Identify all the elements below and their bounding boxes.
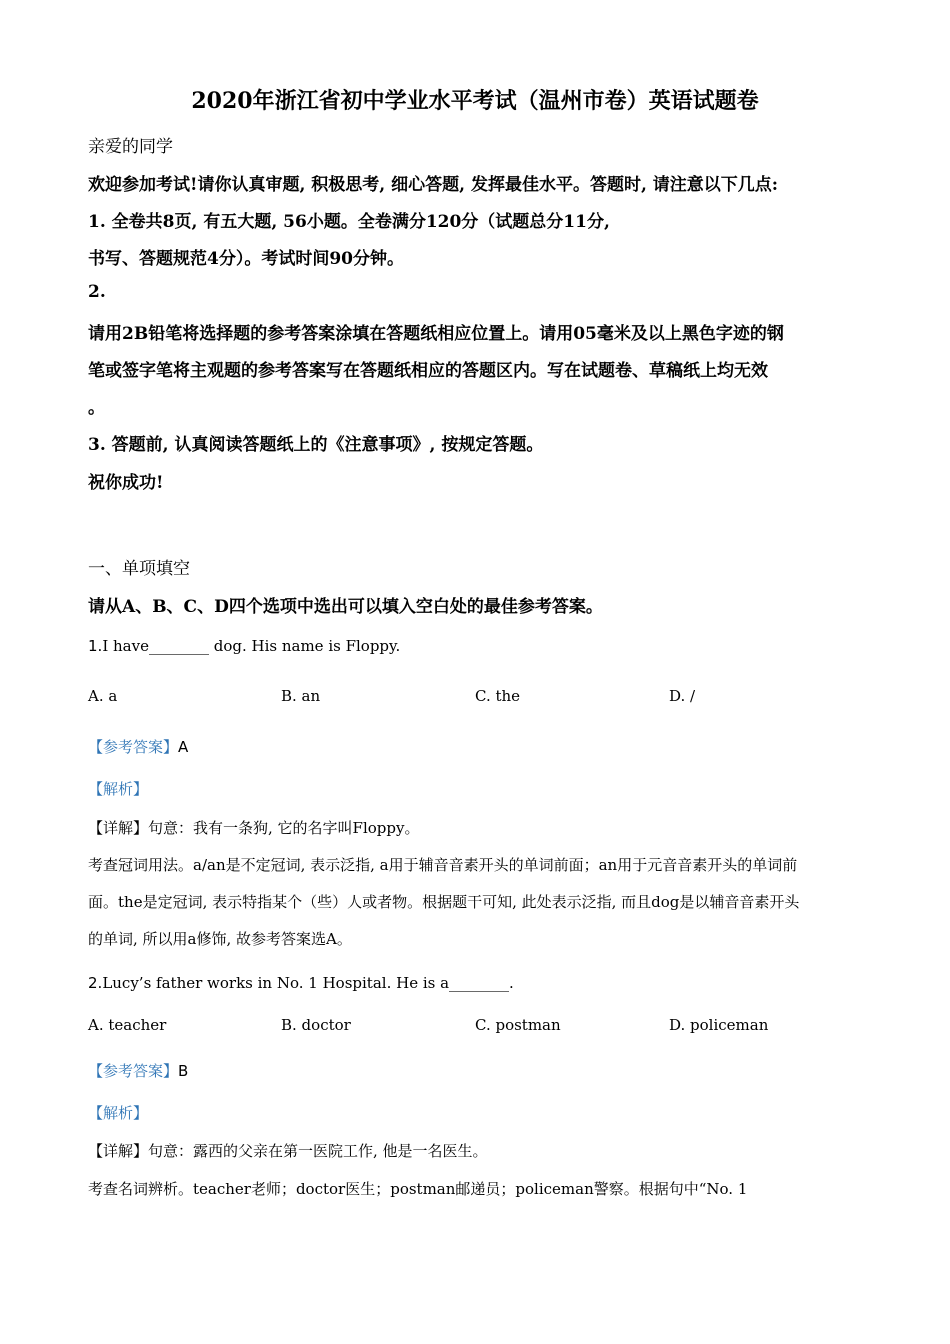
note-2-line-1: 请用2B铅笔将选择题的参考答案涂填在答题纸相应位置上。请用05毫米及以上黑色字迹的钢 bbox=[88, 324, 784, 344]
question-2-number: 2. bbox=[88, 974, 103, 992]
greeting: 亲爱的同学 bbox=[88, 137, 173, 157]
note-2-line-2: 笔或签字笔将主观题的参考答案写在答题纸相应的答题区内。写在试题卷、草稿纸上均无效 bbox=[88, 361, 768, 381]
note-2-number: 2. bbox=[88, 282, 106, 302]
note-2-line-3: 。 bbox=[88, 398, 105, 418]
question-2 bbox=[88, 974, 514, 992]
question-1-analysis-label: 【解析】 bbox=[88, 780, 149, 798]
question-1-explanation-2: 面。the是定冠词, 表示特指某个（些）人或者物。根据题干可知, 此处表示泛指, 而且dog是以辅音音素开头 bbox=[88, 893, 800, 911]
question-1-option-a: A. a bbox=[88, 687, 118, 705]
question-1 bbox=[88, 637, 400, 655]
question-1-option-d: D. / bbox=[669, 687, 696, 705]
question-2-explanation-1: 考查名词辨析。teacher老师；doctor医生；postman邮递员；policeman警察。根据句中“No. 1 bbox=[88, 1180, 748, 1198]
question-1-explanation-3: 的单词, 所以用a修饰, 故参考答案选A。 bbox=[88, 930, 352, 948]
question-1-option-c: C. the bbox=[475, 687, 521, 705]
question-2-analysis-label: 【解析】 bbox=[88, 1104, 149, 1122]
page-title: 2020年浙江省初中学业水平考试（温州市卷）英语试题卷 bbox=[191, 88, 759, 114]
question-2-option-c: C. postman bbox=[475, 1016, 561, 1034]
answer-value: A bbox=[178, 738, 189, 756]
note-1-line-2: 书写、答题规范4分）。考试时间90分钟。 bbox=[88, 249, 404, 269]
note-3: 3. 答题前, 认真阅读答题纸上的《注意事项》, 按规定答题。 bbox=[88, 435, 544, 455]
answer-label: 【参考答案】 bbox=[88, 738, 179, 756]
question-2-answer bbox=[88, 1060, 188, 1081]
question-2-option-b: B. doctor bbox=[281, 1016, 351, 1034]
answer-value: B bbox=[178, 1062, 189, 1080]
question-2-detail: 【详解】句意：露西的父亲在第一医院工作, 他是一名医生。 bbox=[88, 1142, 488, 1160]
question-1-explanation-1: 考查冠词用法。a/an是不定冠词, 表示泛指, a用于辅音音素开头的单词前面；an用于元音音素开头的单词前 bbox=[88, 856, 798, 874]
question-2-option-a: A. teacher bbox=[88, 1016, 167, 1034]
note-1-line-1: 1. 全卷共8页, 有五大题, 56小题。全卷满分120分（试题总分11分, bbox=[88, 212, 610, 232]
question-1-text: I have________ dog. His name is Floppy. bbox=[102, 637, 401, 655]
question-1-option-b: B. an bbox=[281, 687, 321, 705]
question-1-detail: 【详解】句意：我有一条狗, 它的名字叫Floppy。 bbox=[88, 819, 420, 837]
question-2-option-d: D. policeman bbox=[669, 1016, 769, 1034]
question-1-answer bbox=[88, 736, 188, 757]
answer-label: 【参考答案】 bbox=[88, 1062, 179, 1080]
wish-text: 祝你成功! bbox=[88, 473, 164, 493]
welcome-text: 欢迎参加考试!请你认真审题, 积极思考, 细心答题, 发挥最佳水平。答题时, 请注意以下几点: bbox=[88, 175, 779, 195]
question-1-number: 1. bbox=[88, 637, 103, 655]
section-1-heading: 一、单项填空 bbox=[88, 559, 190, 579]
section-1-instruction: 请从A、B、C、D四个选项中选出可以填入空白处的最佳参考答案。 bbox=[88, 597, 603, 617]
question-2-text: Lucy’s father works in No. 1 Hospital. He is a________. bbox=[102, 974, 514, 992]
